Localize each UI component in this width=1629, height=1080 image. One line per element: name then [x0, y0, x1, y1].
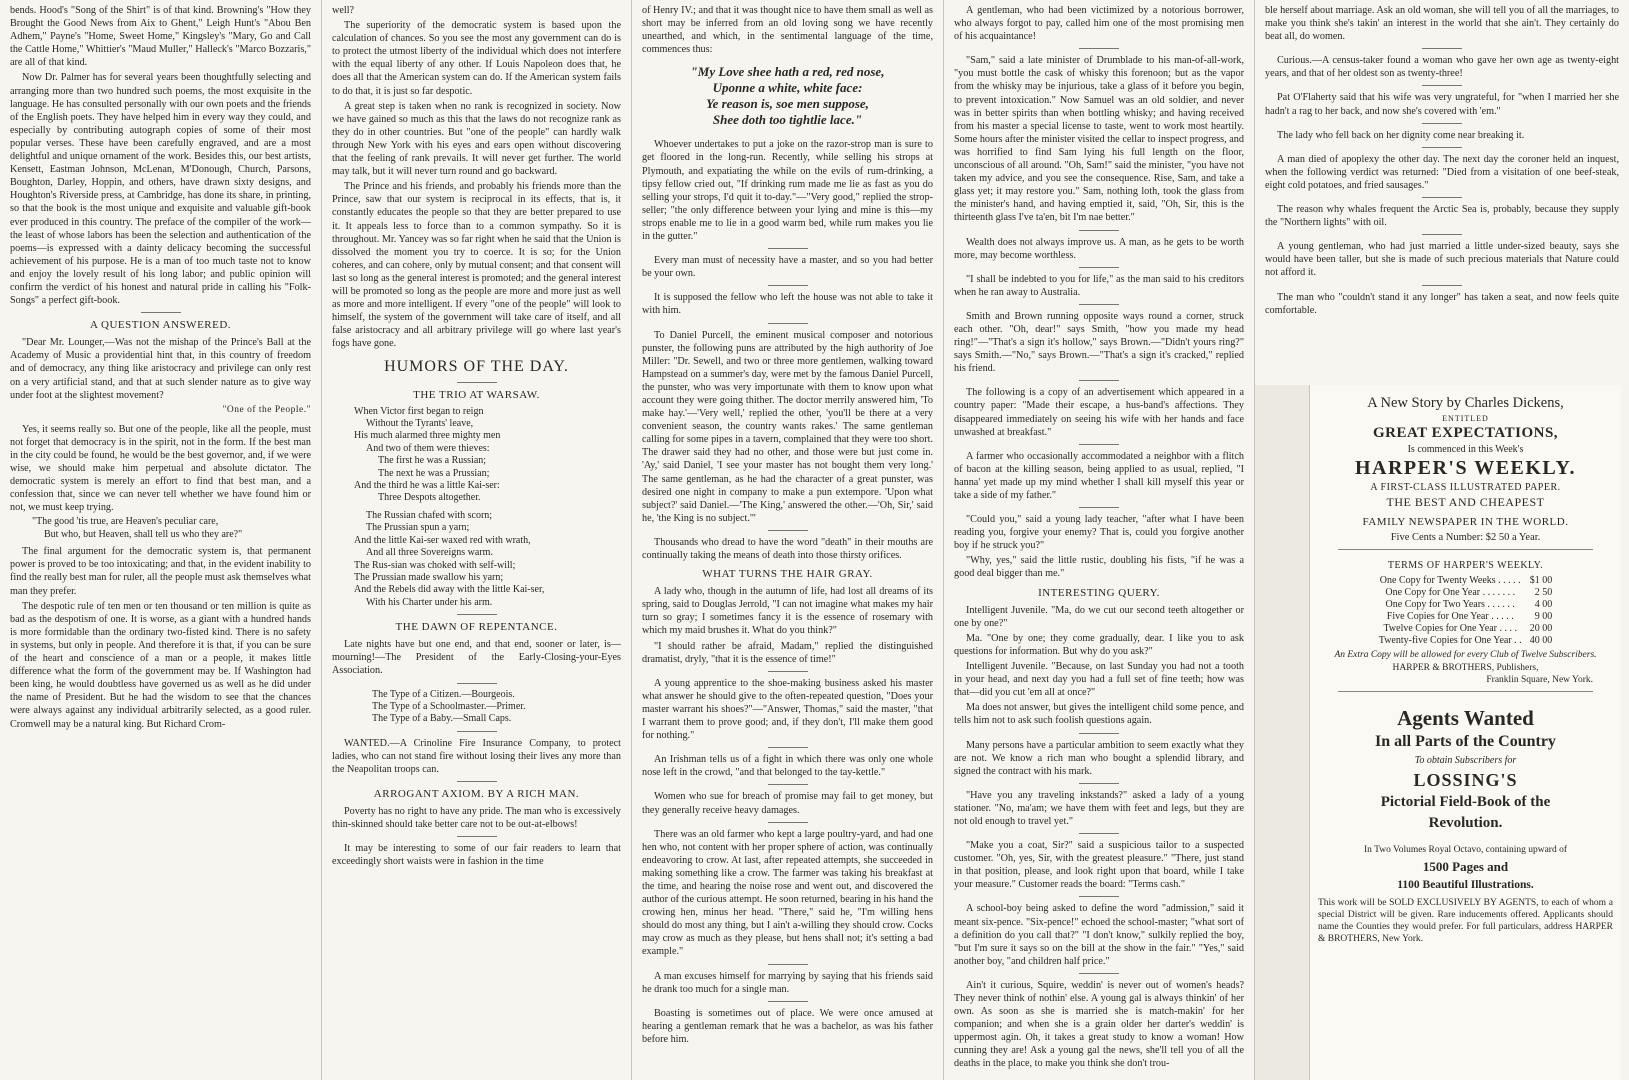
paragraph: Ma does not answer, but gives the intelligent child some pence, and tells him not to ask such foolish questions again.: [954, 702, 1244, 727]
ad-illustrations: 1100 Beautiful Illustrations.: [1397, 879, 1534, 891]
divider: [457, 683, 497, 684]
term-label: Twelve Copies for One Year . . . .: [1383, 623, 1517, 634]
ad-pictorial-2: Revolution.: [1428, 815, 1503, 831]
divider: [768, 323, 808, 324]
paragraph: Now Dr. Palmer has for several years been thoughtfully selecting and arranging more than two hundred such poems, the most exquisite in the language. He has consulted personally with our own poets and the friends of the English poets. They have helped him in every way they could, and especially by contributing autograph copies of some of their most popular verses. These have been carefully engraved, and are a most delightful and unique ornament of the work. Besides this, our best artists, Kensett, Eastman Johnson, McLenan, M'Donough, Church, Parsons, Boughton, Darley, Hoppin, and others, have drawn sixty designs, and Houghton's Riverside press, at Cambridge, has done its share, in printing, so that the book is the most unique and exquisite and valuable gift-book ever produced in this country. The preface of the compiler of the work—the least of whose labors has been the selection and authentication of the poems—is expressed with a dainty delicacy becoming the successful achievement of his purpose. He is a man of too much taste not to know and enjoy the lovely result of his long labor; and public opinion will confirm the verdict of his honest and natural pride in calling his "Folk-Songs" a perfect gift-book.: [10, 72, 311, 307]
paragraph: Intelligent Juvenile. "Because, on last Sunday you had not a tooth in your head, and next day you had a full set of fine teeth; how was that—did you cut 'em all at once?": [954, 661, 1244, 699]
section-heading: INTERESTING QUERY.: [1038, 586, 1160, 599]
column-4: [944, 0, 1255, 1080]
paragraph: Late nights have but one end, and that end, sooner or later, is—mourning!—The President of the Early-Closing-your-Eyes Association.: [332, 639, 621, 677]
divider: [1422, 147, 1462, 148]
ad-entitled: ENTITLED: [1442, 414, 1489, 423]
paragraph: "Make you a coat, Sir?" said a suspicious tailor to a suspected customer. "Oh, yes, Sir, with the greatest pleasure." "There, just stand in that position, please, and look right upon that board, while I take your measure." Customer reads the board: "Terms cash.": [954, 840, 1244, 891]
poem-line: And the Rebels did away with the little Kai-ser,: [354, 584, 545, 596]
table-row: [1375, 611, 1556, 623]
ad-publisher-address: Franklin Square, New York.: [1486, 675, 1593, 685]
ad-dickens-line: A New Story by Charles Dickens,: [1367, 395, 1564, 411]
divider: [768, 285, 808, 286]
term-label: One Copy for Two Years . . . . . .: [1385, 599, 1515, 610]
types-list: [372, 689, 621, 726]
term-value: 2 50: [1534, 587, 1553, 598]
divider: [1079, 444, 1119, 445]
letter-text: "Dear Mr. Lounger,—Was not the mishap of the Prince's Ball at the Academy of Music a providential hint that, in this country of freedom and of democracy, any thing like aristocracy and privilege can only rest on a very artificial stand, and that at such slender nature as to give way under foot at the slightest movement?: [10, 337, 311, 401]
paragraph: It may be interesting to some of our fair readers to learn that exceedingly short waists were in fashion in the time: [332, 843, 621, 868]
paragraph: well?: [332, 5, 355, 16]
divider: [457, 731, 497, 732]
divider: [457, 781, 497, 782]
ad-first-class: A FIRST-CLASS ILLUSTRATED PAPER.: [1370, 482, 1561, 493]
poem-line: And two of them were thieves:: [366, 442, 490, 454]
paragraph: Curious.—A census-taker found a woman who gave her own age as twenty-eight years, and that of her oldest son as twenty-three!: [1265, 55, 1619, 80]
divider: [1422, 197, 1462, 198]
paragraph: Women who sue for breach of promise may fail to get money, but they generally receive heavy damages.: [642, 791, 933, 816]
clipping-gap: [1255, 385, 1309, 1080]
poem-line: The next he was a Prussian;: [378, 467, 490, 479]
divider: [768, 784, 808, 785]
type-line: The Type of a Citizen.—Bourgeois.: [372, 688, 515, 700]
divider: [768, 248, 808, 249]
paragraph: Yes, it seems really so. But one of the people, like all the people, must not forget that democracy is in the spirit, not in the form. If the best man in the city could be found, he would be the best governor, and, if we were wise, we should make him perpetual and absolute dictator. The democratic system is merely an effort to find that best man, and a confession that, since we can never tell whether we have found him or not, we must keep trying.: [10, 423, 311, 514]
ad-harpers-weekly: HARPER'S WEEKLY.: [1354, 457, 1577, 479]
paragraph: ble herself about marriage. Ask an old woman, she will tell you of all the marriages, to make you think she's takin' an interest in the world that she ain't. They certainly do beat all, do women.: [1265, 5, 1619, 43]
paragraph: "Could you," said a young lady teacher, "after what I have been reading you, forgive your enemy? That is, could you forgive another boy if he struck you?": [954, 514, 1244, 552]
paragraph: Ain't it curious, Squire, weddin' is never out of women's heads? They never think of nothin' else. A young gal is always thinkin' of her own. As soon as she is married she is match-makin' for her companion; and when she is a grain older her darter's weddin' is uppermost agin. Oh, it takes a great study to know a woman! How cunning they are! Ask a young gal the news, she'll tell you of all the deaths in the place, to make you think she don't trou-: [954, 979, 1244, 1070]
old-verse: [642, 64, 933, 128]
ad-best-cheapest: THE BEST AND CHEAPEST: [1386, 495, 1545, 509]
ad-family-newspaper: FAMILY NEWSPAPER IN THE WORLD.: [1362, 516, 1569, 528]
divider: [1079, 973, 1119, 974]
quotation: [32, 516, 311, 541]
section-heading: A QUESTION ANSWERED.: [89, 319, 232, 332]
section-heading: THE DAWN OF REPENTANCE.: [395, 621, 558, 634]
term-value: 40 00: [1529, 635, 1553, 646]
divider: [1079, 380, 1119, 381]
ad-price: Five Cents a Number: $2 50 a Year.: [1390, 532, 1541, 543]
poem-line: The Prussian spun a yarn;: [366, 522, 470, 534]
paragraph: Smith and Brown running opposite ways round a corner, struck each other. "Oh, dear!" says Smith, "how you made my head ring!"—"That's a sign it's hollow," says Brown.—"Didn't yours ring?" says Smith.—"No," says Brown.—"That's a sign it's cracked," replied his friend.: [954, 310, 1244, 375]
divider: [768, 530, 808, 531]
paragraph: A lady who, though in the autumn of life, had lost all dreams of its spring, said to Douglas Jerrold, "I can not imagine what makes my hair turn so gray; I sometimes fancy it is the essence of rosemary with which my maid brushes it. What do you think?": [642, 586, 933, 637]
paragraph: Pat O'Flaherty said that his wife was very ungrateful, for "when I married her she hadn't a rag to her back, and now she's covered with 'em.": [1265, 92, 1619, 117]
paragraph: "I should rather be afraid, Madam," replied the distinguished dramatist, dryly, "that it is the essence of time!": [642, 640, 933, 665]
verse-line: Uponne a white, white face:: [712, 80, 863, 96]
term-label: One Copy for Twenty Weeks . . . . .: [1379, 575, 1521, 586]
paragraph: Thousands who dread to have the word "death" in their mouths are continually taking the means of death into those thirsty orifices.: [642, 536, 933, 561]
quote-line: "The good 'tis true, are Heaven's peculiar care,: [32, 516, 219, 528]
section-title-humors: HUMORS OF THE DAY.: [384, 358, 569, 376]
divider: [1422, 234, 1462, 235]
paragraph: A great step is taken when no rank is recognized in society. Now we have gained so much as this that the laws do not recognize rank as they do in other countries. But "one of the people" can hardly walk through New York with his eyes and ears open without discovering that the feeling of rank prevails. It will never get further. The world may talk, but it will never turn round and go backward.: [332, 100, 621, 178]
ad-publisher: HARPER & BROTHERS, Publishers,: [1392, 663, 1539, 673]
paragraph: The Prince and his friends, and probably his friends more than the Prince, saw that our system is reciprocal in its effects, that is, it constantly educates the people so that they are better prepared to use it. It appeals less to force than to a common sympathy. So it is throughout. Mr. Yancey was so far right when he said that the Union is dissolved the moment you try to coerce. It is so; for the Union coheres, and can cohere, only by mutual consent; and that consent will last so long as the general interest is promoted; and the general interest will be promoted so long as the people are more and more just as well as more and more intelligent. If every "one of the people" will look to himself, the system of the government will take care of itself, and all false aristocracy and all arbitrary privilege will go where last year's fogs have gone.: [332, 181, 621, 350]
term-label: Five Copies for One Year . . . . .: [1386, 611, 1514, 622]
table-row: [1375, 623, 1556, 635]
poem-line: And all three Sovereigns warm.: [366, 547, 493, 559]
poem-line: With his Charter under his arm.: [366, 596, 493, 608]
paragraph: It is supposed the fellow who left the house was not able to take it with him.: [642, 292, 933, 317]
paragraph: There was an old farmer who kept a large poultry-yard, and had one hen who, not content with her proper sphere of action, was continually endeavoring to crow. At last, after repeated attempts, she succeeded in making something like a crow. The farmer was taking his breakfast at the time, and hearing the noise rose and went out, and discovered the author of the curious attempt. He soon returned, bearing in his hand the crowing hen, minus her head. "There," said he, "I'm willing hens should do most any thing, but I ain't a-willing they should crow. Cocks may crow as much as they please, but hens shall not; it's setting a bad example.": [642, 828, 933, 958]
divider: [1338, 549, 1593, 550]
divider: [768, 964, 808, 965]
paragraph: The following is a copy of an advertisement which appeared in a country paper: "Made their escape, a hus-band's affections. They disappeared immediately on seeing his wife with her hands and face unwashed at breakfast.": [954, 387, 1244, 438]
ad-all-parts: In all Parts of the Country: [1375, 733, 1556, 750]
ad-agents-wanted: Agents Wanted: [1397, 706, 1534, 730]
paragraph: A man excuses himself for marrying by saying that his friends said he drank too much for a single man.: [642, 970, 933, 995]
divider: [1079, 896, 1119, 897]
verse-line: Shee doth too tightlie lace.": [712, 112, 863, 128]
ad-sold-exclusively: This work will be SOLD EXCLUSIVELY BY AGENTS, to each of whom a special District will be given. Rare inducements offered. Applicants should name the Counties they would prefer. For full particulars, address HARPER & BROTHERS, New York.: [1318, 898, 1613, 944]
paragraph: Intelligent Juvenile. "Ma, do we cut our second teeth altogether or one by one?": [954, 604, 1244, 629]
ad-obtain: To obtain Subscribers for: [1414, 755, 1517, 766]
type-line: The Type of a Schoolmaster.—Primer.: [372, 700, 526, 712]
paragraph: The superiority of the democratic system is based upon the calculation of chances. So you see the most any government can do is to protect the utmost liberty of the individual which does not interfere with the equal liberty of any other. If Louis Napoleon does that, he does all that the American system can do. If the American system fails to do that, it is just so far despotic.: [332, 20, 621, 97]
term-value: 20 00: [1529, 623, 1553, 634]
term-label: One Copy for One Year . . . . . . .: [1385, 587, 1516, 598]
paragraph: Poverty has no right to have any pride. The man who is excessively thin-skinned should take better care not to be out-at-elbows!: [332, 806, 621, 831]
paragraph: of Henry IV.; and that it was thought nice to have them small as well as short may be inferred from an old loving song we have recently unearthed, and which, in the sentimental language of the time, commences thus:: [642, 5, 933, 56]
divider: [768, 747, 808, 748]
divider: [1079, 230, 1119, 231]
type-line: The Type of a Baby.—Small Caps.: [372, 713, 512, 725]
poem-title: THE TRIO AT WARSAW.: [413, 388, 540, 401]
poem-line: Three Despots altogether.: [378, 492, 481, 504]
column-1: [0, 0, 322, 1080]
poem-line: And the little Kai-ser waxed red with wrath,: [354, 534, 531, 546]
advertisement: [1309, 385, 1621, 1080]
poem-line: When Victor first began to reign: [354, 405, 484, 417]
verse-line: Ye reason is, soe men suppose,: [706, 96, 869, 112]
poem: [354, 406, 621, 610]
term-value: 9 00: [1534, 611, 1553, 622]
divider: [1079, 48, 1119, 49]
divider: [1079, 733, 1119, 734]
paragraph: Wealth does not always improve us. A man, as he gets to be worth more, may become worthless.: [954, 236, 1244, 261]
paragraph: The despotic rule of ten men or ten thousand or ten million is quite as bad as the despotism of one. It is worse, as a giant with a hundred hands is more formidable than the ordinary two-fisted kind. There is no safety in systems, but only in people. And therefore it is that, if you can be sure of the heart and conscience of a man or a people, it makes little difference what the form of the government may be. If Washington had been king, he would doubtless have governed us as well as he did under the name of President. But he had the wisdom to see that the chances were always against any individual arbitrarily selected, as a good ruler. Cromwell may be a natural king. But Richard Crom-: [10, 600, 311, 730]
paragraph: A young apprentice to the shoe-making business asked his master what answer he should give to the often-repeated question, "Does your master warrant his shoes?"—"Answer, Thomas," said the master, "that I warrant them to prove good; and, if they don't, I'll make them good for nothing.": [642, 677, 933, 742]
ad-terms-table: [1375, 575, 1556, 647]
ad-title: GREAT EXPECTATIONS,: [1372, 425, 1559, 441]
column-5: [1255, 0, 1629, 385]
divider: [1422, 123, 1462, 124]
paragraph: "Why, yes," said the little rustic, doubling his fists, "if he was a good deal bigger than me.": [954, 555, 1244, 580]
paragraph: A man died of apoplexy the other day. The next day the coroner held an inquest, when the following verdict was returned: "Died from a visitation of one beef-steak, eight cold potatoes, and fried sausages.": [1265, 153, 1619, 191]
divider: [1079, 267, 1119, 268]
paragraph: Ma. "One by one; they come gradually, dear. I like you to ask questions for information. But why do you ask?": [954, 632, 1244, 657]
paragraph: bends. Hood's "Song of the Shirt" is of that kind. Browning's "How they Brought the Good News from Aix to Ghent," Leigh Hunt's "Abou Ben Adhem," Payne's "Home, Sweet Home," Kingsley's "Mary, Go and Call the Cattle Home," Whittier's "Maud Muller," Halleck's "Marco Bozzaris," are all of that kind.: [10, 5, 311, 69]
paragraph: "Have you any traveling inkstands?" asked a lady of a young stationer. "No, ma'am; we have them with feet and legs, but they are not old enough to travel yet.": [954, 789, 1244, 827]
paragraph: A young gentleman, who had just married a little under-sized beauty, says she would have been taller, but she is made of such precious materials that Nature could not afford it.: [1265, 241, 1619, 279]
paragraph: Every man must of necessity have a master, and so you had better be your own.: [642, 255, 933, 280]
ad-pages: 1500 Pages and: [1422, 859, 1509, 874]
table-row: [1375, 575, 1556, 587]
table-row: [1375, 587, 1556, 599]
section-heading: ARROGANT AXIOM. BY A RICH MAN.: [373, 788, 580, 800]
verse-line: "My Love shee hath a red, red nose,: [690, 64, 885, 80]
table-row: [1375, 635, 1556, 647]
term-label: Twenty-five Copies for One Year . .: [1378, 635, 1522, 646]
letter-signature: "One of the People.": [222, 404, 311, 415]
paragraph: The reason why whales frequent the Arctic Sea is, probably, because they supply the "Northern lights" with oil.: [1265, 204, 1619, 229]
poem-line: Without the Tyrants' leave,: [366, 418, 474, 430]
paragraph: "Sam," said a late minister of Drumblade to his man-of-all-work, "you must bottle the cask of whisky this forenoon; but as the vapor from the whisky may be injurious, take a glass of it before you begin, to prevent intoxication." Now Samuel was an old soldier, and never was in better spirits than when bottling whisky; and having received from his master a special license to taste, went to work most heartily. Some hours after the minister visited the cellar to inspect progress, and was horrified to find Sam lying his full length on the floor, unconscious of all around. "Oh, Sam!" said the minister, "you have not taken my advice, and you see the consequence. Rise, Sam, and take a glass yet; it may restore you." Sam, nothing loth, took the glass from the minister's hand, and having emptied it, said, "Oh, Sir, this is the thirteenth glass I've ta'en, bit I'm nae better.": [954, 55, 1244, 224]
quote-line: But who, but Heaven, shall tell us who they are?": [44, 528, 243, 540]
divider: [1422, 48, 1462, 49]
divider: [141, 312, 181, 313]
ad-volumes: In Two Volumes Royal Octavo, containing upward of: [1363, 845, 1568, 855]
paragraph: The lady who fell back on her dignity come near breaking it.: [1277, 129, 1525, 141]
divider: [1079, 783, 1119, 784]
divider: [1079, 507, 1119, 508]
poem-line: The Russian chafed with scorn;: [366, 509, 493, 521]
poem-line: His much alarmed three mighty men: [354, 430, 501, 442]
paragraph: WANTED.—A Crinoline Fire Insurance Company, to protect ladies, who can not stand fire without losing their lives any more than the Neapolitan troops can.: [332, 737, 621, 775]
paragraph: A school-boy being asked to define the word "admission," said it meant six-pence. "Six-pence!" echoed the school-master; "what sort of a definition do you call that?" "I don't know," sulkily replied the boy, "but I'm sure it says so on the bill at the show in the fair." "Yes," said another boy, "and children half price.": [954, 903, 1244, 967]
divider: [457, 382, 497, 383]
paragraph: Whoever undertakes to put a joke on the razor-strop man is sure to get floored in the long-run. Recently, while selling his strops at Plymouth, and expatiating the while on the evils of rum-drinking, a tipsy fellow cried out, "If drinking rum made me lie as fast as you do selling your strops, I'd quit it to-day."—"Very good," replied the strop-seller; "the only difference between your lying and mine is this—my strops enable me to lie in a good warm bed, while rum makes you lie in the gutter.": [642, 139, 933, 243]
divider: [457, 836, 497, 837]
poem-line: The Prussian made swallow his yarn;: [354, 571, 504, 583]
paragraph: The final argument for the democratic system is, that permanent power is proved to be too intoxicating; and that, in the evident inability to find the really best man for ruler, all the people must ask themselves what man they prefer.: [10, 546, 311, 597]
column-2: [322, 0, 632, 1080]
ad-commenced: Is commenced in this Week's: [1407, 444, 1524, 455]
column-3: [632, 0, 944, 1080]
ad-pictorial-1: Pictorial Field-Book of the: [1380, 794, 1551, 810]
paragraph: "I shall be indebted to you for life," as the man said to his creditors when he ran away to Australia.: [954, 273, 1244, 298]
paragraph: A gentleman, who had been victimized by a notorious borrower, who always forgot to pay, called him one of the most promising men of his acquaintance!: [954, 5, 1244, 43]
poem-line: The first he was a Russian;: [378, 455, 487, 467]
divider: [1422, 85, 1462, 86]
paragraph: To Daniel Purcell, the eminent musical composer and notorious punster, the following puns are attributed by the high authority of Joe Miller: "Dr. Sewell, and two or three more gentlemen, walking toward Hampstead on a summer's day, were met by the famous Daniel Purcell, the punster, who was very importunate with them to know upon what account they were going thither. The doctor merrily answered him, 'To make hay.'—'Very well,' replied the other, 'you'll be there at a very convenient season, the country wants rakes.' The same gentleman calling for some pipes in a tavern, complained that they were too short. The drawer said they had no other, and those were but just come in. 'Ay,' said Daniel, 'I see your master has not bought them very long.' The same gentleman, as he had the character of a great punster, was desired one night in company to make a pun extempore. 'Upon what subject?' said Daniel.—'The King,' answered the other.—'Oh, Sir,' said he, 'the King is no subject.'": [642, 329, 933, 524]
divider: [768, 822, 808, 823]
poem-line: The Rus-sian was choked with self-will;: [354, 559, 516, 571]
divider: [1422, 285, 1462, 286]
divider: [1338, 691, 1593, 692]
table-row: [1375, 599, 1556, 611]
paragraph: The man who "couldn't stand it any longer" has taken a seat, and now feels quite comfortable.: [1265, 291, 1619, 316]
paragraph: An Irishman tells us of a fight in which there was only one whole nose left in the crowd, "and that belonged to the tay-kettle.": [642, 754, 933, 779]
poem-line: And the third he was a little Kai-ser:: [354, 480, 500, 492]
divider: [1079, 833, 1119, 834]
ad-terms-heading: TERMS OF HARPER'S WEEKLY.: [1387, 560, 1544, 571]
paragraph: Boasting is sometimes out of place. We were once amused at hearing a gentleman remark that he was a bachelor, as was his father before him.: [642, 1007, 933, 1045]
divider: [457, 614, 497, 615]
ad-extra-copy: An Extra Copy will be allowed for every Club of Twelve Subscribers.: [1334, 650, 1597, 660]
divider: [768, 1001, 808, 1002]
section-heading: WHAT TURNS THE HAIR GRAY.: [702, 568, 873, 581]
term-value: 4 00: [1534, 599, 1553, 610]
divider: [1079, 304, 1119, 305]
paragraph: A farmer who occasionally accommodated a neighbor with a flitch of bacon at the killing season, being applied to as usual, replied, "I hanna' yet made up my mind whether I shall kill myself this year or take a side of my father.": [954, 450, 1244, 501]
ad-lossing: LOSSING'S: [1413, 770, 1518, 790]
divider: [768, 671, 808, 672]
term-value: $1 00: [1529, 575, 1553, 586]
paragraph: Many persons have a particular ambition to seem exactly what they are not. We know a rich man who bought a splendid library, and signed the contract with his mark.: [954, 739, 1244, 777]
